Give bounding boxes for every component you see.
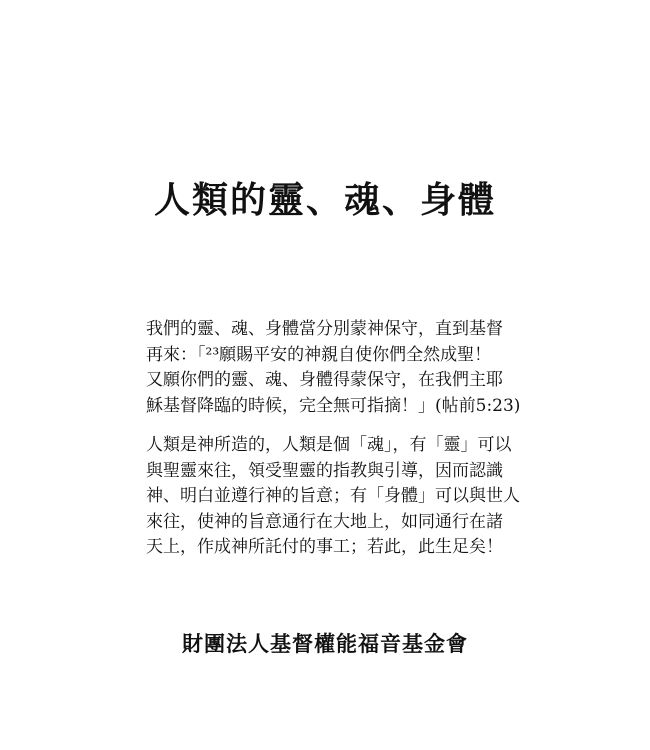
text-line: 再來：「²³願賜平安的神親自使你們全然成聖！ xyxy=(146,344,492,365)
page-title: 人類的靈、魂、身體 xyxy=(153,179,496,221)
text-line: 穌基督降臨的時候，完全無可指摘！」(帖前5:23) xyxy=(146,395,521,416)
publisher-name: 財團法人基督權能福音基金會 xyxy=(182,631,468,656)
text-line: 我們的靈、魂、身體當分別蒙神保守，直到基督 xyxy=(146,319,503,339)
text-line: 神、明白並遵行神的旨意；有「身體」可以與世人 xyxy=(146,486,520,506)
text-line: 天上，作成神所託付的事工；若此，此生足矣！ xyxy=(146,537,503,557)
text-line: 與聖靈來往，領受聖靈的指教與引導，因而認識 xyxy=(146,460,503,481)
text-line: 來往，使神的旨意通行在大地上，如同通行在諸 xyxy=(146,511,503,532)
text-line: 人類是神所造的，人類是個「魂」，有「靈」可以 xyxy=(146,435,512,455)
paragraph-explanation xyxy=(146,433,520,561)
paragraph-scripture xyxy=(146,317,521,419)
text-line: 又願你們的靈、魂、身體得蒙保守，在我們主耶 xyxy=(146,370,503,390)
